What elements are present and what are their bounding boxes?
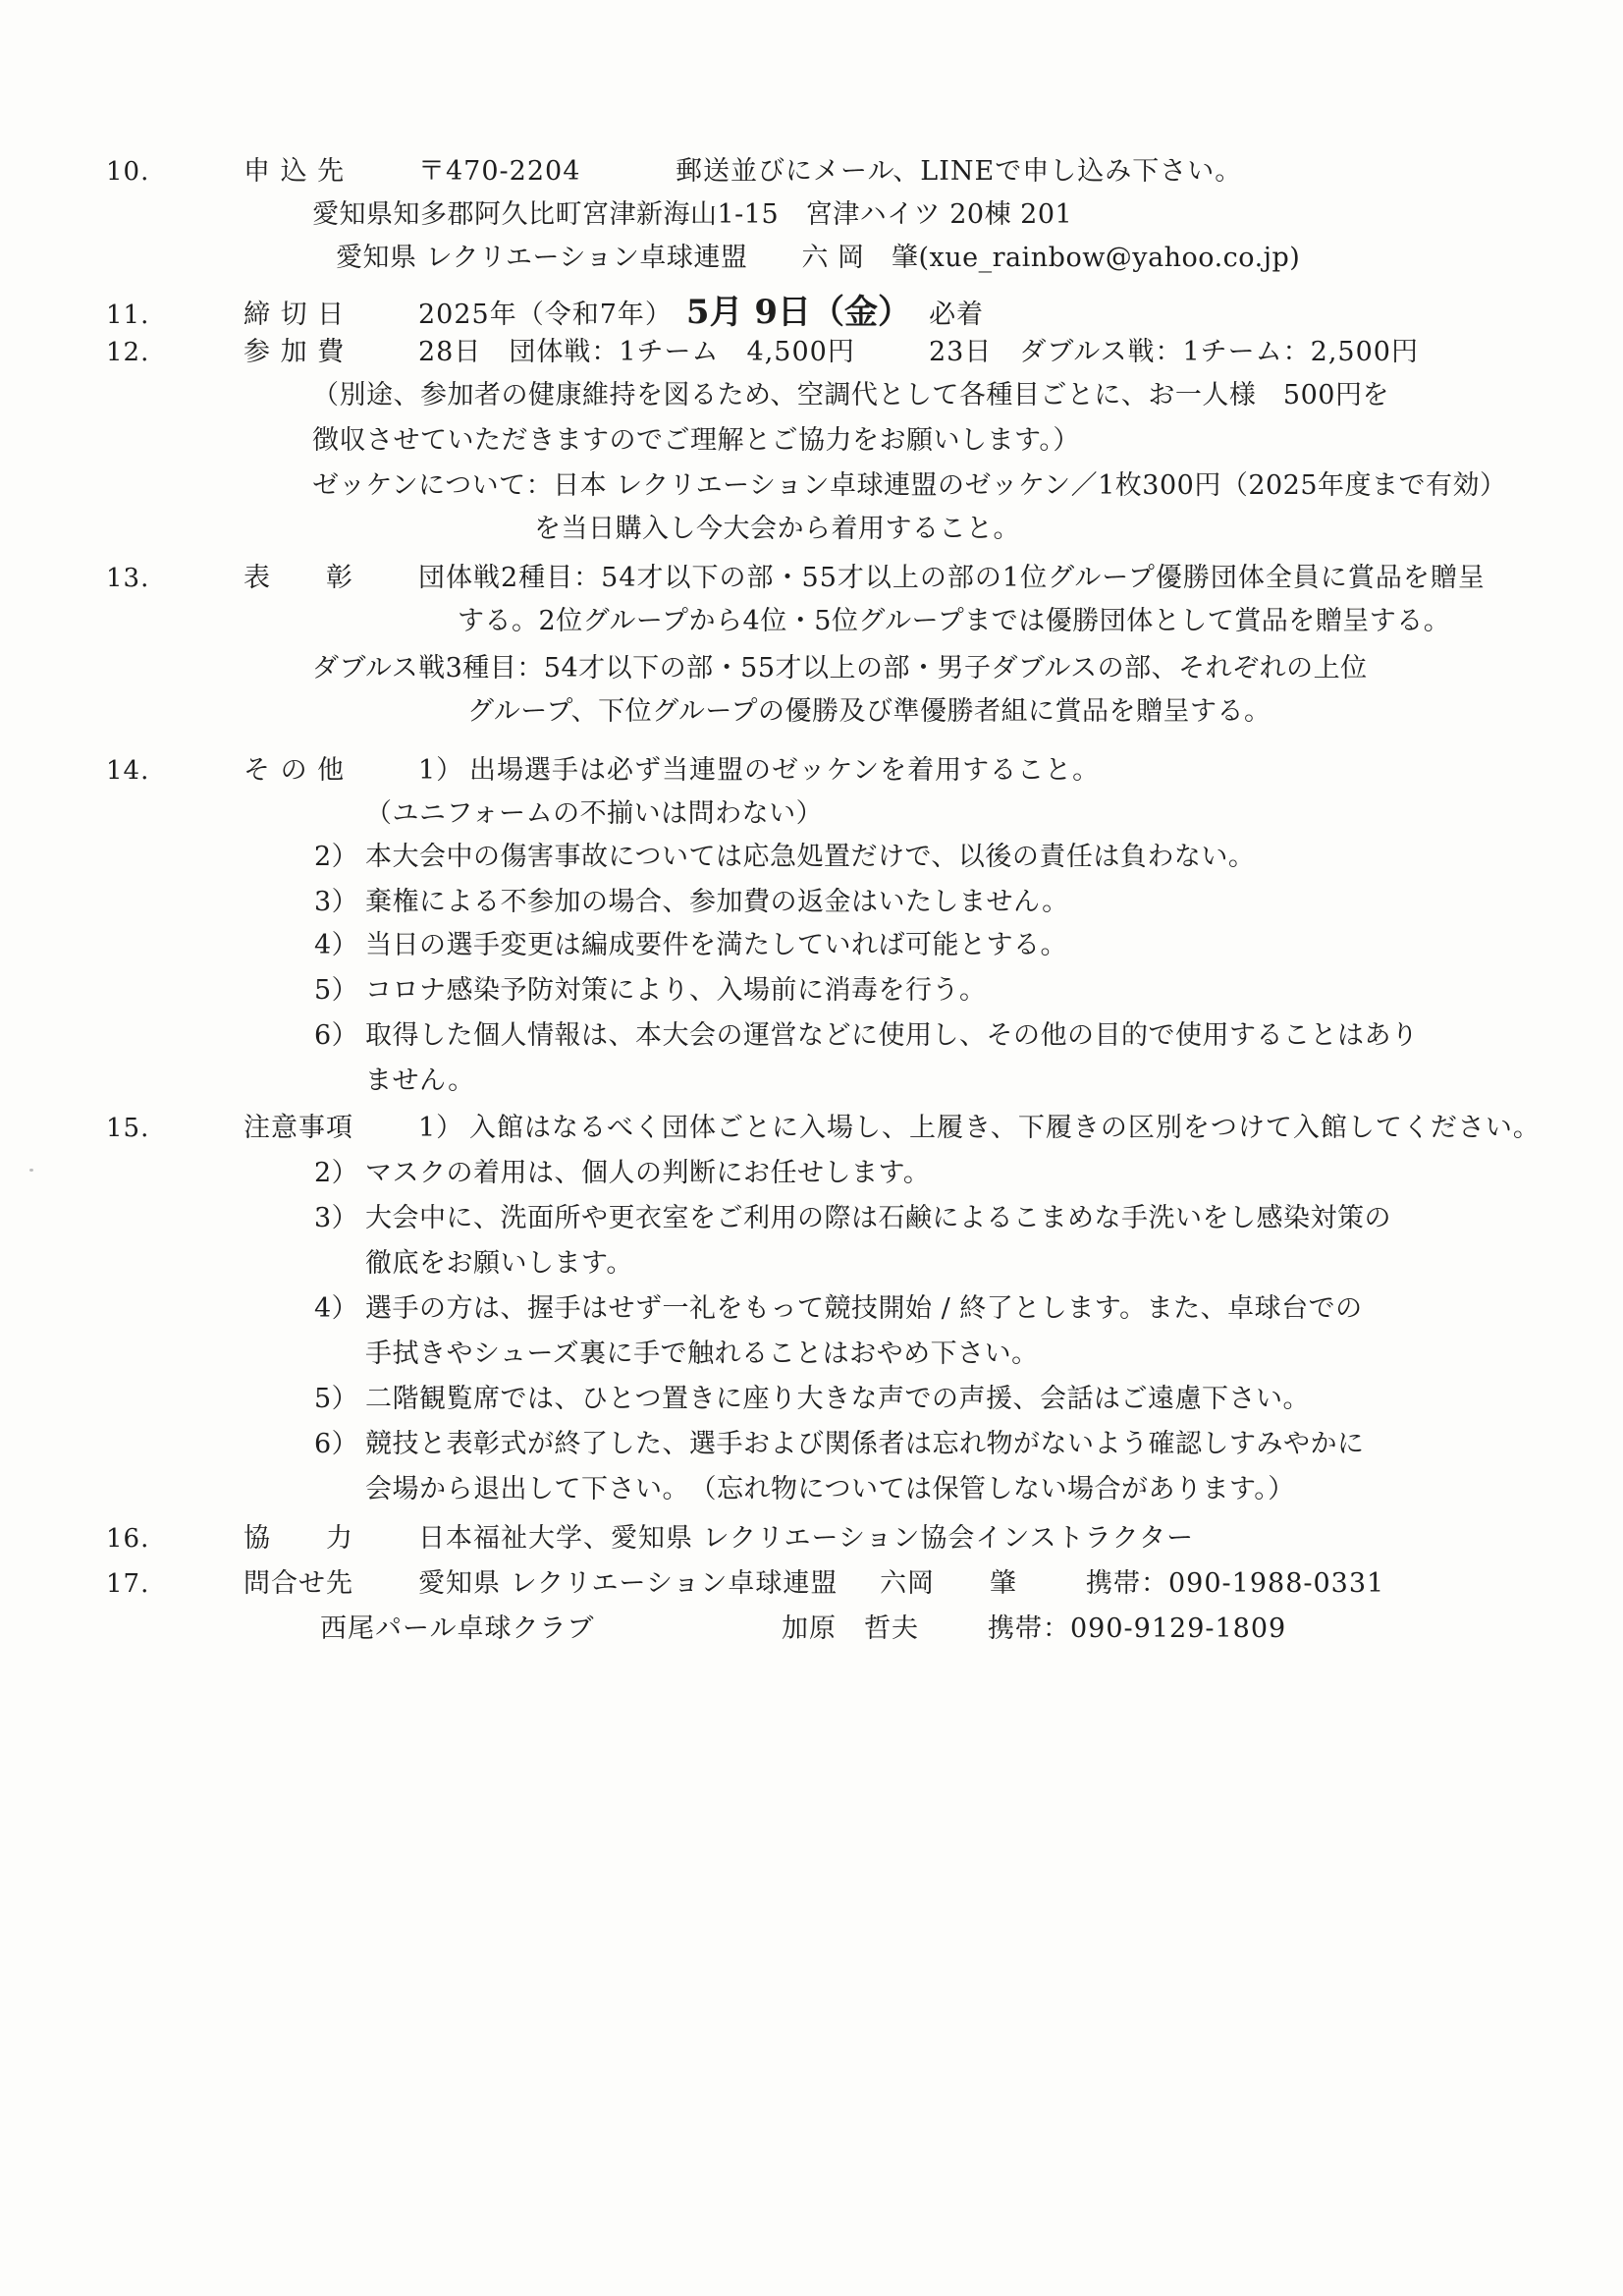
contact-org: 西尾パール卓球クラブ bbox=[320, 1613, 595, 1644]
item-number: 4） bbox=[314, 1293, 359, 1324]
section-label: 申 込 先 bbox=[243, 156, 346, 187]
item-number: 6） bbox=[314, 1020, 359, 1051]
deadline-suffix: 必着 bbox=[929, 300, 985, 330]
contact-name: 六岡 肇 bbox=[880, 1568, 1017, 1599]
item-text: 競技と表彰式が終了した、選手および関係者は忘れ物がないよう確認しすみやかに bbox=[365, 1429, 1365, 1459]
section-number: 11. bbox=[106, 301, 150, 330]
section-label: 締 切 日 bbox=[243, 300, 346, 330]
section-17-inquiries bbox=[106, 1561, 1384, 1600]
doubles-fee: 23日 ダブルス戦：1チーム：2,500円 bbox=[929, 337, 1419, 367]
contact-row bbox=[320, 1607, 1286, 1645]
section-label: そ の 他 bbox=[243, 755, 346, 786]
section-11-deadline bbox=[106, 285, 984, 333]
item-text: 本大会中の傷害事故については応急処置だけで、以後の責任は負わない。 bbox=[365, 842, 1256, 872]
item-number: 3） bbox=[314, 1203, 359, 1233]
section-number: 10. bbox=[106, 157, 150, 187]
item-text: 手拭きやシューズ裏に手で触れることはおやめ下さい。 bbox=[365, 1339, 1039, 1369]
award-text: 団体戦2種目：54才以下の部・55才以上の部の1位グループ優勝団体全員に賞品を贈呈 bbox=[418, 563, 1486, 593]
section-label: 参 加 費 bbox=[243, 337, 346, 367]
item-text: 取得した個人情報は、本大会の運営などに使用し、その他の目的で使用することはあり bbox=[365, 1020, 1419, 1051]
item-text: 徹底をお願いします。 bbox=[365, 1248, 633, 1279]
list-item bbox=[314, 923, 1067, 961]
section-label: 問合せ先 bbox=[243, 1568, 353, 1599]
section-label: 表 彰 bbox=[243, 563, 353, 593]
item-text: マスクの着用は、個人の判断にお任せします。 bbox=[365, 1158, 931, 1188]
contact-org: 愛知県 レクリエーション卓球連盟 bbox=[418, 1568, 839, 1599]
section-number: 17. bbox=[106, 1569, 150, 1599]
bib-note: を当日購入し今大会から着用すること。 bbox=[534, 514, 1020, 544]
item-text: ません。 bbox=[365, 1066, 475, 1096]
item-number: 4） bbox=[314, 930, 359, 960]
award-text: する。2位グループから4位・5位グループまでは優勝団体として賞品を贈呈する。 bbox=[458, 606, 1451, 636]
contact: 愛知県 レクリエーション卓球連盟 六 岡 肇(xue_rainbow@yahoo.co.jp) bbox=[336, 243, 1301, 273]
list-item bbox=[314, 1286, 1363, 1325]
item-number: 2） bbox=[314, 1158, 359, 1188]
section-number: 14. bbox=[106, 756, 150, 786]
section-number: 16. bbox=[106, 1524, 150, 1554]
item-text: 選手の方は、握手はせず一礼をもって競技開始 / 終了とします。また、卓球台での bbox=[365, 1293, 1363, 1324]
section-13-awards bbox=[106, 556, 1486, 594]
item-number: 2） bbox=[314, 842, 359, 872]
section-15-notes bbox=[106, 1106, 1541, 1144]
section-label: 協 力 bbox=[243, 1523, 353, 1554]
fee-note: （別途、参加者の健康維持を図るため、空調代として各種目ごとに、お一人様 500円を bbox=[312, 380, 1389, 410]
list-item bbox=[314, 835, 1255, 873]
address: 愛知県知多郡阿久比町宮津新海山1-15 宮津ハイツ 20棟 201 bbox=[312, 199, 1073, 230]
item-number: 1） bbox=[418, 755, 464, 786]
list-item bbox=[314, 880, 1069, 918]
list-item bbox=[314, 1196, 1391, 1234]
section-number: 15. bbox=[106, 1114, 150, 1143]
contact-name: 加原 哲夫 bbox=[782, 1613, 919, 1644]
cooperation-text: 日本福祉大学、愛知県 レクリエーション協会インストラクター bbox=[418, 1523, 1195, 1554]
section-label: 注意事項 bbox=[243, 1113, 353, 1143]
item-text: 棄権による不参加の場合、参加費の返金はいたしません。 bbox=[365, 887, 1069, 917]
list-item bbox=[314, 1151, 930, 1189]
section-number: 13. bbox=[106, 564, 150, 593]
scan-speck bbox=[29, 1169, 33, 1172]
list-item bbox=[314, 1377, 1310, 1415]
item-number: 5） bbox=[314, 975, 359, 1006]
item-text: （ユニフォームの不揃いは問わない） bbox=[365, 798, 824, 829]
list-item bbox=[314, 1013, 1419, 1052]
item-number: 5） bbox=[314, 1384, 359, 1414]
award-text: ダブルス戦3種目：54才以下の部・55才以上の部・男子ダブルスの部、それぞれの上位 bbox=[312, 653, 1368, 683]
postal-code: 〒470-2204 bbox=[418, 156, 581, 187]
item-text: 大会中に、洗面所や更衣室をご利用の際は石鹸によるこまめな手洗いをし感染対策の bbox=[365, 1203, 1391, 1233]
section-number: 12. bbox=[106, 338, 150, 367]
section-16-cooperation bbox=[106, 1516, 1194, 1555]
item-text: コロナ感染予防対策により、入場前に消毒を行う。 bbox=[365, 975, 987, 1006]
list-item bbox=[314, 1422, 1365, 1460]
item-text: 当日の選手変更は編成要件を満たしていれば可能とする。 bbox=[365, 930, 1067, 960]
item-number: 6） bbox=[314, 1429, 359, 1459]
item-text: 二階観覧席では、ひとつ置きに座り大きな声での声援、会話はご遠慮下さい。 bbox=[365, 1384, 1310, 1414]
team-fee: 28日 団体戦：1チーム 4,500円 bbox=[418, 337, 855, 367]
item-number: 3） bbox=[314, 887, 359, 917]
section-12-fee bbox=[106, 330, 1419, 368]
list-item bbox=[314, 968, 987, 1007]
item-text: 出場選手は必ず当連盟のゼッケンを着用すること。 bbox=[469, 755, 1101, 786]
contact-phone: 携帯：090-1988-0331 bbox=[1086, 1568, 1385, 1599]
award-text: グループ、下位グループの優勝及び準優勝者組に賞品を贈呈する。 bbox=[467, 696, 1271, 727]
deadline-year: 2025年（令和7年） bbox=[418, 300, 673, 330]
section-14-other bbox=[106, 748, 1100, 787]
deadline-date: 5月 9日（金） bbox=[685, 293, 912, 332]
contact-phone: 携帯：090-9129-1809 bbox=[988, 1613, 1287, 1644]
application-method: 郵送並びにメール、LINEで申し込み下さい。 bbox=[676, 156, 1243, 187]
section-10-header bbox=[106, 149, 1242, 188]
item-number: 1） bbox=[418, 1113, 464, 1143]
item-text: 入館はなるべく団体ごとに入場し、上履き、下履きの区別をつけて入館してください。 bbox=[469, 1113, 1541, 1143]
bib-note: ゼッケンについて：日本 レクリエーション卓球連盟のゼッケン／1枚300円（2025年度まで有効） bbox=[312, 470, 1507, 501]
item-text: 会場から退出して下さい。 （忘れ物については保管しない場合があります。） bbox=[365, 1474, 1295, 1504]
fee-note: 徴収させていただきますのでご理解とご協力をお願いします。） bbox=[312, 425, 1080, 456]
